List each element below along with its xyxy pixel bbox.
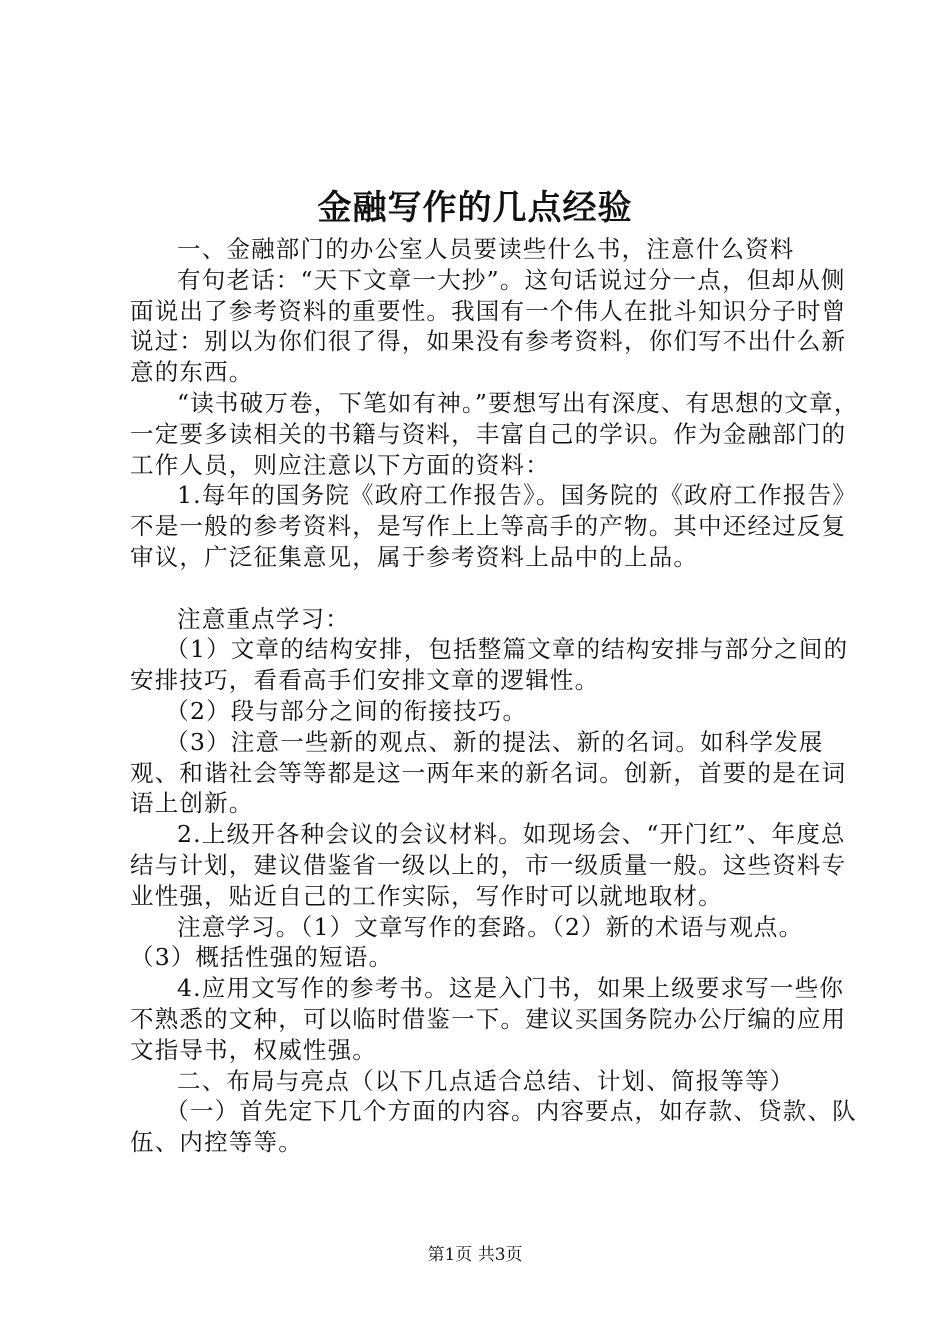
page-number: 第1页 共3页 [427, 1245, 523, 1265]
section-heading-1: 一、金融部门的办公室人员要读些什么书，注意什么资料 [177, 235, 795, 263]
document-body [130, 234, 860, 1158]
paragraph: 注意学习。（1）文章写作的套路。（2）新的术语与观点。 [177, 912, 804, 941]
list-item: （一）首先定下几个方面的内容。内容要点，如存款、贷款、队伍、内控等等。 [130, 1097, 857, 1157]
section-heading-2: 二、布局与亮点（以下几点适合总结、计划、简报等等） [177, 1066, 795, 1095]
paragraph: 1.每年的国务院《政府工作报告》。国务院的《政府工作报告》不是一般的参考资料，是写作上上等高手的产物。其中还经过反复审议，广泛征集意见，属于参考资料上品中的上品。 [130, 481, 857, 571]
blank-line [130, 573, 860, 604]
list-item: （3）注意一些新的观点、新的提法、新的名词。如科学发展观、和谐社会等等都是这一两年来的新名词。创新，首要的是在词语上创新。 [130, 727, 847, 818]
list-item: （2）段与部分之间的衔接技巧。 [165, 696, 528, 725]
paragraph: 注意重点学习： [177, 604, 350, 633]
paragraph: 有句老话：“天下文章一大抄”。这句话说过分一点，但却从侧面说出了参考资料的重要性。我国有一个伟人在批斗知识分子时曾说过：别以为你们很了得，如果没有参考资料，你们写不出什么新意的东西。 [130, 265, 847, 387]
list-item: （1）文章的结构安排，包括整篇文章的结构安排与部分之间的安排技巧，看看高手们安排文章的逻辑性。 [130, 635, 849, 695]
paragraph: （3）概括性强的短语。 [130, 943, 394, 972]
document-title: 金融写作的几点经验 [317, 188, 633, 228]
paragraph: “读书破万卷，下笔如有神。”要想写出有深度、有思想的文章，一定要多读相关的书籍与资料，丰富自己的学识。作为金融部门的工作人员，则应注意以下方面的资料： [130, 388, 859, 479]
paragraph: 2.上级开各种会议的会议材料。如现场会、“开门红”、年度总结与计划，建议借鉴省一级以上的，市一级质量一般。这些资料专业性强，贴近自己的工作实际，写作时可以就地取材。 [130, 820, 847, 910]
paragraph: 4.应用文写作的参考书。这是入门书，如果上级要求写一些你不熟悉的文种，可以临时借鉴一下。建议买国务院办公厅编的应用文指导书，权威性强。 [130, 974, 847, 1064]
